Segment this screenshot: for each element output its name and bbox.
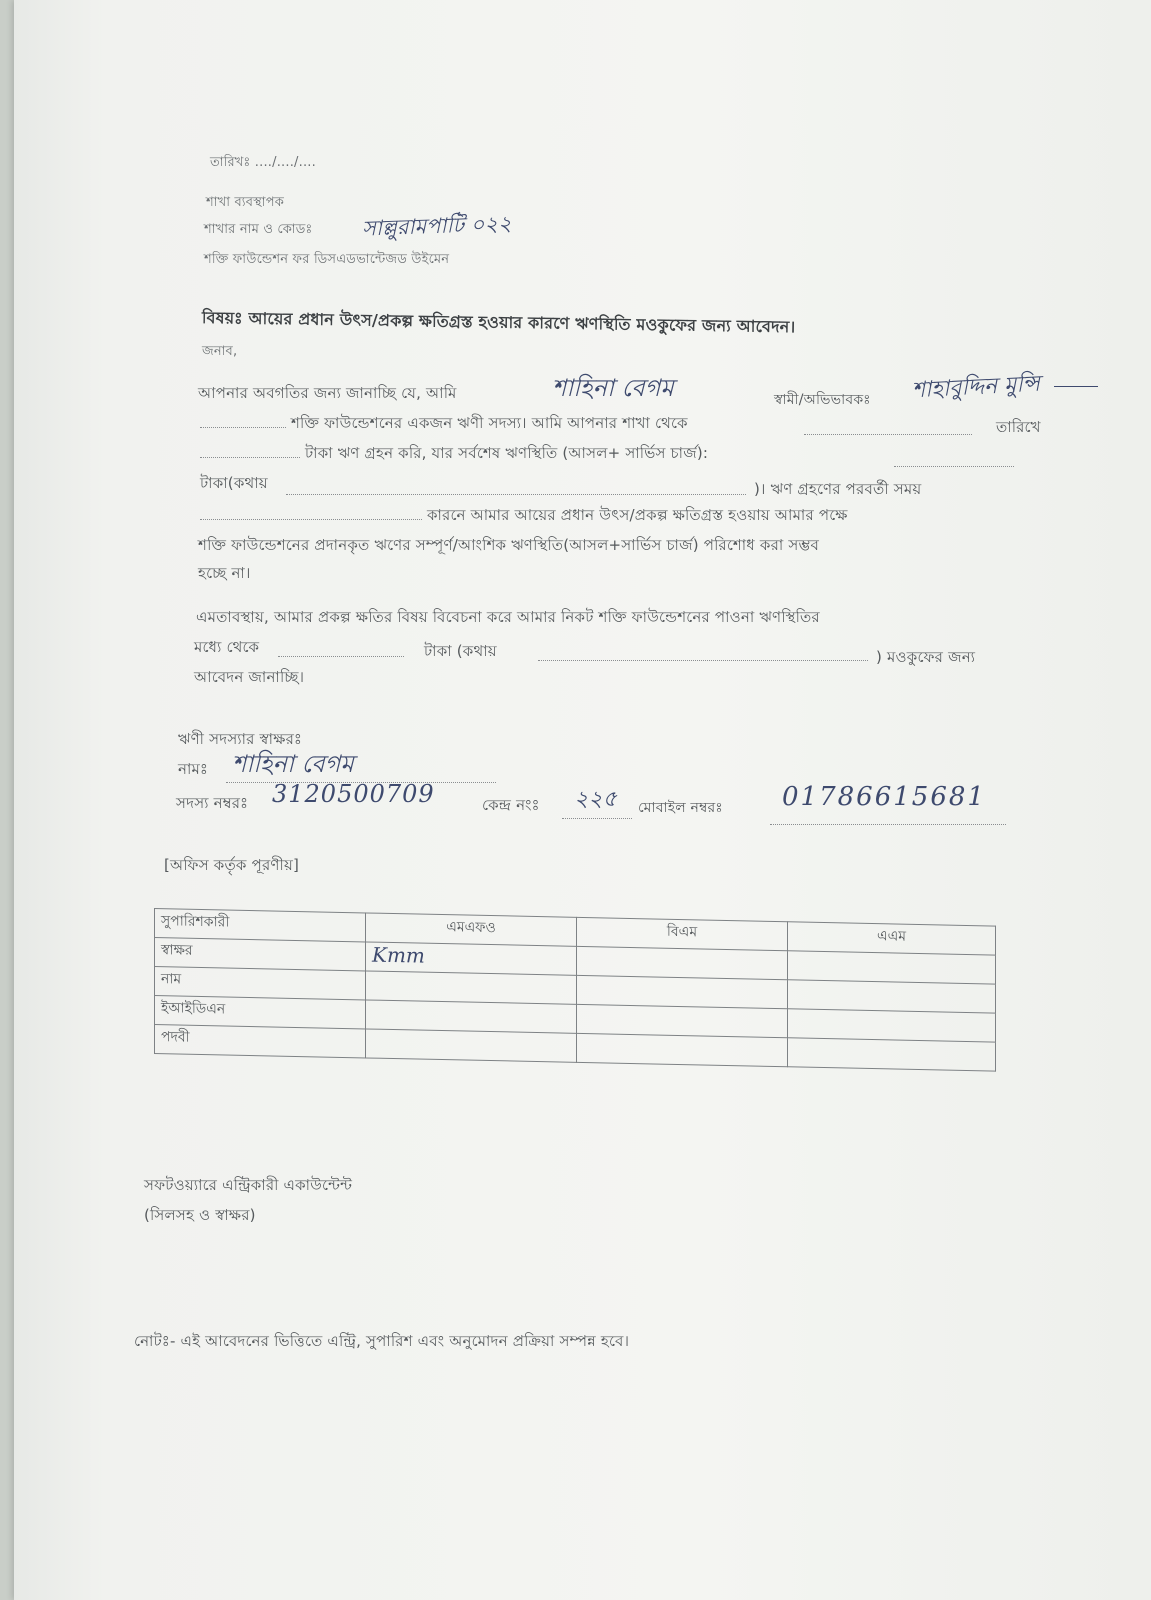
- table-cell: [577, 1004, 788, 1037]
- center-number-handwritten: ২২৫: [574, 787, 617, 812]
- mfo-signature: Kmm: [372, 942, 425, 968]
- para2-line3: আবেদন জানাচ্ছি।: [194, 668, 305, 686]
- waiver-amount-blank: [278, 642, 404, 657]
- para1-line4-end: )। ঋণ গ্রহণের পরবর্তী সময়: [754, 480, 922, 498]
- table-row-label: স্বাক্ষর: [155, 938, 366, 971]
- table-header-recommender: সুপারিশকারী: [155, 909, 366, 942]
- applicant-name-handwritten: শাহিনা বেগম: [552, 374, 674, 402]
- table-cell: [366, 942, 577, 975]
- branch-date-blank: [804, 420, 972, 435]
- table-row-label: পদবী: [155, 1025, 366, 1058]
- recommendation-table: [154, 908, 996, 1072]
- mobile-number-handwritten: 01786615681: [782, 782, 986, 812]
- table-header-bm: বিএম: [577, 917, 788, 950]
- table-cell: [577, 975, 788, 1008]
- mobile-number-label: মোবাইল নম্বরঃ: [638, 800, 723, 816]
- para2-line1: এমতাবস্থায়, আমার প্রকল্প ক্ষতির বিষয় বিবেচনা করে আমার নিকট শক্তি ফাউন্ডেশনের পাওনা ঋণস্থিতির: [196, 608, 820, 626]
- table-cell: [577, 946, 788, 979]
- table-cell: [788, 1038, 996, 1071]
- table-cell: [366, 1000, 577, 1033]
- table-cell: [788, 1009, 996, 1042]
- table-cell: [788, 980, 996, 1013]
- member-number-label: সদস্য নম্বরঃ: [176, 794, 249, 812]
- branch-name-handwritten: সাল্লুরামপাটি ০২২: [361, 211, 512, 241]
- table-cell: [366, 1029, 577, 1062]
- footer-note: নোটঃ- এই আবেদনের ভিত্তিতে এন্ট্রি, সুপারিশ এবং অনুমোদন প্রক্রিয়া সম্পন্ন হবে।: [134, 1332, 630, 1350]
- para2-line2-start: মধ্যে থেকে: [194, 638, 260, 656]
- office-use-label: [অফিস কর্তৃক পূরণীয়]: [164, 856, 300, 874]
- table-cell: [577, 1033, 788, 1066]
- branch-name-label: শাখার নাম ও কোডঃ: [204, 222, 313, 237]
- accountant-label: সফটওয়্যারে এন্ট্রিকারী একাউন্টেন্ট: [144, 1176, 353, 1194]
- table-cell: [366, 971, 577, 1004]
- table-row-label: নাম: [155, 967, 366, 1000]
- para1-line3: টাকা ঋণ গ্রহন করি, যার সর্বশেষ ঋণস্থিতি (আসল+ সার্ভিস চার্জ):: [200, 442, 708, 467]
- member-signature-label: ঋণী সদস্যার স্বাক্ষরঃ: [178, 730, 303, 748]
- document-page: [14, 0, 1151, 1600]
- guardian-name-handwritten: শাহাবুদ্দিন মুন্সি: [911, 371, 1041, 404]
- waiver-words-blank: [538, 646, 868, 661]
- guardian-label: স্বামী/অভিভাবকঃ: [774, 392, 871, 408]
- para2-line2-end: ) মওকুফের জন্য: [876, 648, 976, 666]
- center-number-blank: [562, 804, 632, 819]
- para2-line2-mid: টাকা (কথায়: [424, 642, 497, 660]
- member-name-label: নামঃ: [178, 760, 209, 778]
- member-number-handwritten: 3120500709: [272, 780, 435, 808]
- para1-line2: শক্তি ফাউন্ডেশনের একজন ঋণী সদস্য। আমি আপনার শাখা থেকে: [200, 412, 688, 437]
- para1-line5: কারনে আমার আয়ের প্রধান উৎস/প্রকল্প ক্ষতিগ্রস্ত হওয়ায় আমার পক্ষে: [200, 504, 848, 529]
- center-number-label: কেন্দ্র নংঃ: [482, 796, 540, 814]
- salutation: জনাব,: [202, 344, 238, 359]
- para1-line4-start: টাকা(কথায়: [200, 474, 268, 492]
- para1-line6: শক্তি ফাউন্ডেশনের প্রদানকৃত ঋণের সম্পূর্ণ/আংশিক ঋণস্থিতি(আসল+সার্ভিস চার্জ) পরিশোধ করা সম্ভব: [198, 536, 820, 554]
- table-cell: [788, 951, 996, 984]
- subject-line: বিষয়ঃ আয়ের প্রধান উৎস/প্রকল্প ক্ষতিগ্রস্ত হওয়ার কারণে ঋণস্থিতি মওকুফের জন্য আবেদন।: [201, 308, 796, 337]
- para1-line7: হচ্ছে না।: [198, 564, 251, 582]
- table-header-am: এএম: [788, 922, 996, 955]
- table-header-mfo: এমএফও: [366, 913, 577, 946]
- balance-blank: [894, 452, 1014, 467]
- mobile-number-blank: [770, 810, 1006, 825]
- amount-words-blank: [286, 480, 746, 495]
- guardian-underline-stroke: [1054, 386, 1098, 387]
- branch-manager-label: শাখা ব্যবস্থাপক: [206, 195, 285, 210]
- seal-signature-label: (সিলসহ ও স্বাক্ষর): [144, 1206, 256, 1224]
- organization-line: শক্তি ফাউন্ডেশন ফর ডিসএডভান্টেজড উইমেন: [204, 252, 450, 267]
- para1-line1-start: আপনার অবগতির জন্য জানাচ্ছি যে, আমি: [198, 384, 457, 402]
- member-name-handwritten: শাহিনা বেগম: [232, 750, 354, 778]
- table-row-label: ইআইডিএন: [155, 996, 366, 1029]
- date-field: তারিখঃ ..../..../....: [210, 155, 316, 170]
- para1-line2-end: তারিখে: [996, 418, 1041, 436]
